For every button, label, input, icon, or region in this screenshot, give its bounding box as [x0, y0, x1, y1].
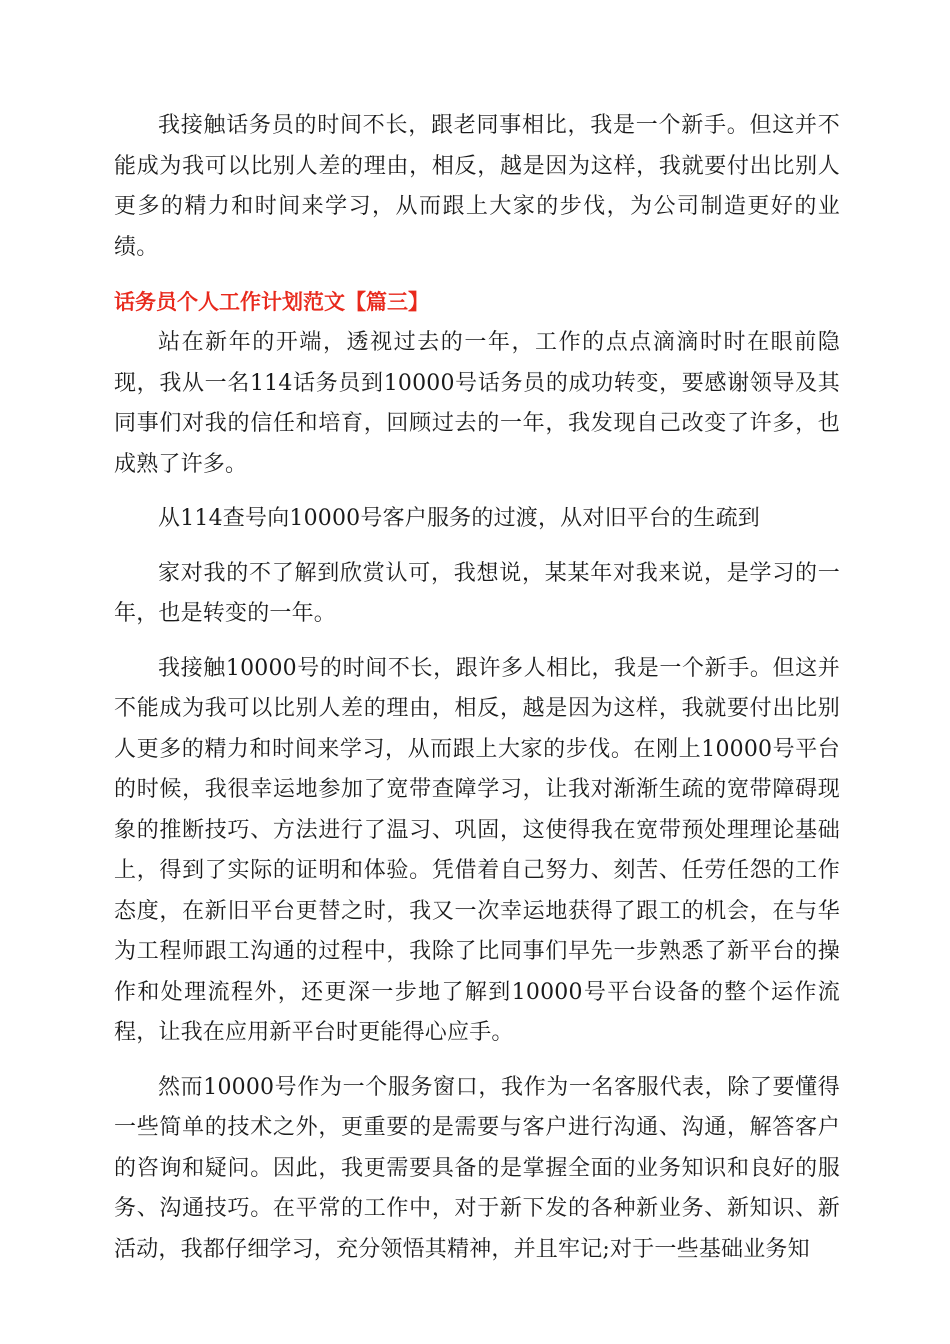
paragraph-1: 站在新年的开端，透视过去的一年，工作的点点滴滴时时在眼前隐现，我从一名114话务员到10000号话务员的成功转变，要感谢领导及其同事们对我的信任和培育，回顾过去的一年，我发现自己改变了许多，也成熟了许多。	[114, 330, 840, 477]
paragraph-3: 家对我的不了解到欣赏认可，我想说，某某年对我来说，是学习的一年，也是转变的一年。	[114, 560, 840, 626]
paragraph-2: 从114查号向10000号客户服务的过渡，从对旧平台的生疏到	[158, 506, 760, 531]
document-body	[114, 106, 840, 1284]
paragraph-intro: 我接触话务员的时间不长，跟老同事相比，我是一个新手。但这并不能成为我可以比别人差的理由，相反，越是因为这样，我就要付出比别人更多的精力和时间来学习，从而跟上大家的步伐，为公司制造更好的业绩。	[114, 113, 840, 260]
paragraph-4: 我接触10000号的时间不长，跟许多人相比，我是一个新手。但这并不能成为我可以比别人差的理由，相反，越是因为这样，我就要付出比别人更多的精力和时间来学习，从而跟上大家的步伐。在刚上10000号平台的时候，我很幸运地参加了宽带查障学习，让我对渐渐生疏的宽带障碍现象的推断技巧、方法进行了温习、巩固，这使得我在宽带预处理理论基础上，得到了实际的证明和体验。凭借着自己努力、刻苦、任劳任怨的工作态度，在新旧平台更替之时，我又一次幸运地获得了跟工的机会，在与华为工程师跟工沟通的过程中，我除了比同事们早先一步熟悉了新平台的操作和处理流程外，还更深一步地了解到10000号平台设备的整个运作流程，让我在应用新平台时更能得心应手。	[114, 655, 840, 1045]
paragraph-5: 然而10000号作为一个服务窗口，我作为一名客服代表，除了要懂得一些简单的技术之外，更重要的是需要与客户进行沟通、沟通，解答客户的咨询和疑问。因此，我更需要具备的是掌握全面的业务知识和良好的服务、沟通技巧。在平常的工作中，对于新下发的各种新业务、新知识、新活动，我都仔细学习，充分领悟其精神，并且牢记;对于一些基础业务知	[114, 1074, 840, 1262]
section-heading: 话务员个人工作计划范文【篇三】	[114, 290, 429, 314]
